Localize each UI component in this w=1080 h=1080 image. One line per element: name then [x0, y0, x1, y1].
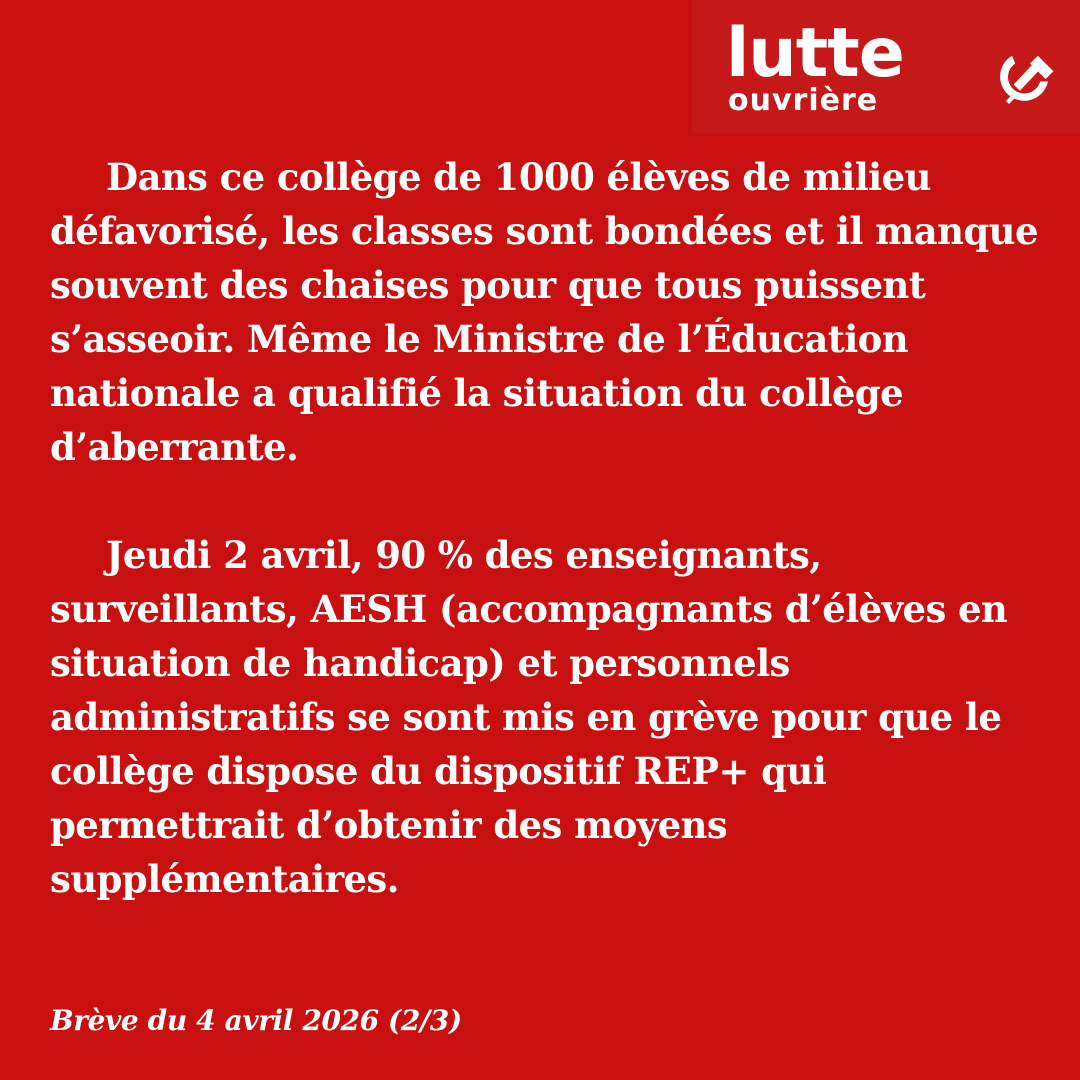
logo-wordmark-ouvriere: ouvrière [728, 83, 879, 118]
logo-panel [692, 0, 1080, 134]
footer-note: Brève du 4 avril 2026 (2/3) [50, 1004, 462, 1037]
article-text [50, 150, 1040, 906]
hammer-and-sickle-icon [980, 44, 1066, 122]
article-paragraph-1: Dans ce collège de 1000 élèves de milieu défavorisé, les classes sont bondées et il manque souvent des chaises pour que tous puissent s’asseoir. Même le Ministre de l’Éducation nationale a qualifié la situation du collège d’aberrante. [50, 155, 1038, 469]
article-paragraph-2: Jeudi 2 avril, 90 % des enseignants, surveillants, AESH (accompagnants d’élèves en situation de handicap) et personnels administratifs se sont mis en grève pour que le collège dispose du dispositif REP+ qui permettrait d’obtenir des moyens supplémentaires. [50, 533, 1008, 901]
logo-wordmark-lutte: lutte [726, 14, 904, 93]
